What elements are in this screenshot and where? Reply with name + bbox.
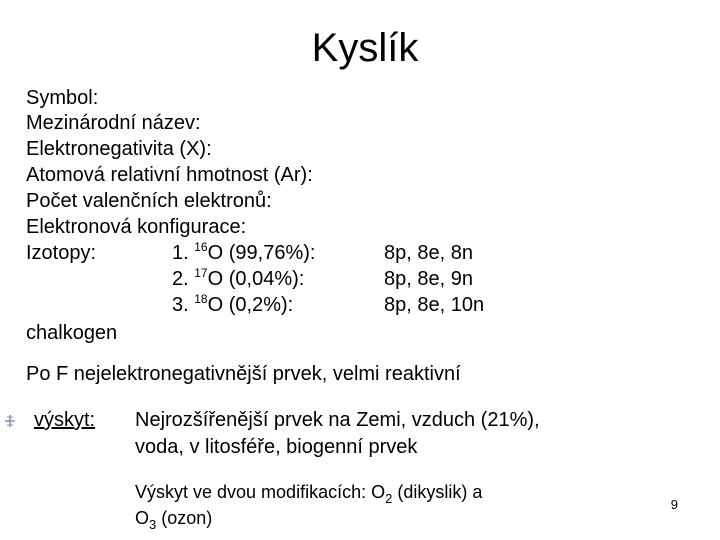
element-group: chalkogen [26,322,118,344]
expand-cross-icon [2,413,18,429]
isotope-2-composition: 8p, 8e, 9n [384,268,473,290]
isotope-1: 1. $^{16}$O (99,76%): [172,240,316,264]
page-number: 9 [670,497,678,512]
modifications-line-1: Výskyt ve dvou modifikacích: $O_2$ (dikyslik) a [135,482,483,506]
occurrence-line-2: voda, v litosféře, biogenní prvek [135,436,418,458]
reactivity-note: Po F nejelektronegativnější prvek, velmi reaktivní [26,363,461,385]
isotope-2: 2. $^{17}$O (0,04%): [172,266,305,290]
occurrence-line-1: Nejrozšířenější prvek na Zemi, vzduch (21%), [135,409,540,431]
isotope-1-composition: 8p, 8e, 8n [384,242,473,264]
isotope-3-composition: 8p, 8e, 10n [384,294,485,316]
slide-title: Kyslík [311,26,419,70]
property-electronegativity: Elektronegativita (X): [26,138,212,160]
occurrence-link[interactable]: výskyt: [34,409,96,431]
property-valence-electrons: Počet valenčních elektronů: [26,190,272,212]
isotope-3: 3. $^{18}$O (0,2%): [172,292,294,316]
isotopes-label: Izotopy: [26,242,97,264]
property-atomic-mass: Atomová relativní hmotnost (Ar): [26,164,313,186]
property-international-name: Mezinárodní název: [26,112,201,134]
property-electron-configuration: Elektronová konfigurace: [26,216,247,238]
modifications-line-2: $O_3$ (ozon) [135,508,213,532]
property-symbol: Symbol: [26,87,99,109]
